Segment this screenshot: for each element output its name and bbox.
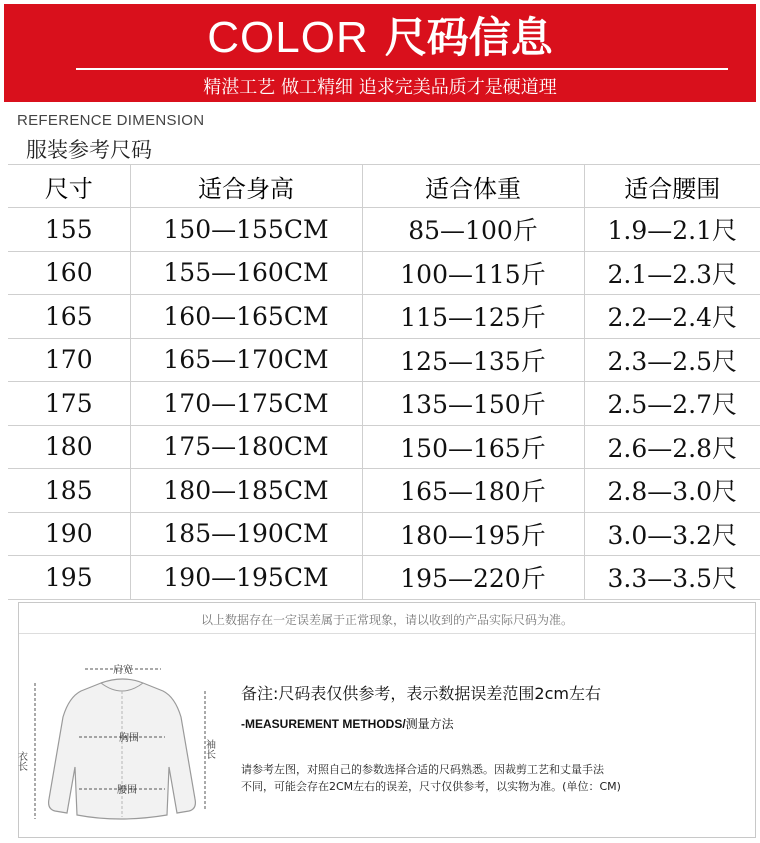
cell-weight: 115—125斤 bbox=[362, 295, 584, 339]
header-size: 尺寸 bbox=[8, 165, 130, 208]
table-row bbox=[8, 425, 760, 469]
banner-subtitle: 精湛工艺 做工精细 追求完美品质才是硬道理 bbox=[203, 77, 557, 98]
desc-line: 不同，可能会存在2CM左右的误差，尺寸仅供参考，以实物为准。(单位：CM) bbox=[241, 780, 621, 793]
cell-height: 160—165CM bbox=[130, 295, 362, 339]
measurement-methods-title bbox=[241, 715, 454, 732]
table-row bbox=[8, 208, 760, 252]
cell-height: 165—170CM bbox=[130, 338, 362, 382]
cell-size: 170 bbox=[8, 338, 130, 382]
cell-height: 180—185CM bbox=[130, 469, 362, 513]
banner-title-cn: 尺码信息 bbox=[384, 13, 553, 62]
cell-height: 155—160CM bbox=[130, 251, 362, 295]
header-weight: 适合体重 bbox=[362, 165, 584, 208]
cell-height: 185—190CM bbox=[130, 512, 362, 556]
jacket-measurement-diagram bbox=[15, 639, 229, 835]
table-header-row bbox=[8, 165, 760, 208]
table-row bbox=[8, 556, 760, 600]
note-divider bbox=[19, 633, 755, 634]
cell-size: 190 bbox=[8, 512, 130, 556]
length-label: 衣长 bbox=[15, 751, 27, 771]
table-row bbox=[8, 251, 760, 295]
size-remark: 备注:尺码表仅供参考，表示数据误差范围2cm左右 bbox=[241, 684, 601, 703]
measurement-description bbox=[241, 761, 741, 795]
cell-weight: 100—115斤 bbox=[362, 251, 584, 295]
cell-size: 155 bbox=[8, 208, 130, 252]
cell-waist: 1.9—2.1尺 bbox=[584, 208, 760, 252]
cell-waist: 2.3—2.5尺 bbox=[584, 338, 760, 382]
cell-waist: 3.3—3.5尺 bbox=[584, 556, 760, 600]
cell-size: 160 bbox=[8, 251, 130, 295]
measurement-notes-panel bbox=[15, 602, 756, 838]
cell-waist: 2.1—2.3尺 bbox=[584, 251, 760, 295]
cell-waist: 2.5—2.7尺 bbox=[584, 382, 760, 426]
table-row bbox=[8, 512, 760, 556]
reference-title-en: REFERENCE DIMENSION bbox=[17, 112, 205, 129]
cell-waist: 3.0—3.2尺 bbox=[584, 512, 760, 556]
header-height: 适合身高 bbox=[130, 165, 362, 208]
table-row bbox=[8, 469, 760, 513]
header-banner bbox=[4, 4, 756, 102]
table-row bbox=[8, 295, 760, 339]
cell-weight: 85—100斤 bbox=[362, 208, 584, 252]
sleeve-label: 袖长 bbox=[203, 739, 215, 759]
cell-height: 175—180CM bbox=[130, 425, 362, 469]
cell-size: 195 bbox=[8, 556, 130, 600]
table-row bbox=[8, 382, 760, 426]
error-disclaimer: 以上数据存在一定误差属于正常现象，请以收到的产品实际尺码为准。 bbox=[200, 613, 573, 627]
desc-line: 请参考左图，对照自己的参数选择合适的尺码熟悉。因裁剪工艺和丈量手法 bbox=[241, 763, 604, 776]
cell-size: 185 bbox=[8, 469, 130, 513]
cell-waist: 2.6—2.8尺 bbox=[584, 425, 760, 469]
waist-label: 腰围 bbox=[117, 785, 137, 796]
cell-waist: 2.8—3.0尺 bbox=[584, 469, 760, 513]
method-title-cn: 测量方法 bbox=[405, 717, 454, 731]
banner-title bbox=[4, 10, 756, 67]
cell-weight: 195—220斤 bbox=[362, 556, 584, 600]
header-waist: 适合腰围 bbox=[584, 165, 760, 208]
cell-height: 170—175CM bbox=[130, 382, 362, 426]
cell-size: 180 bbox=[8, 425, 130, 469]
table-row bbox=[8, 338, 760, 382]
cell-size: 165 bbox=[8, 295, 130, 339]
cell-weight: 150—165斤 bbox=[362, 425, 584, 469]
cell-height: 150—155CM bbox=[130, 208, 362, 252]
cell-height: 190—195CM bbox=[130, 556, 362, 600]
banner-title-en: COLOR bbox=[207, 13, 369, 62]
cell-weight: 165—180斤 bbox=[362, 469, 584, 513]
chest-label: 胸围 bbox=[119, 733, 139, 744]
size-table bbox=[8, 164, 760, 600]
cell-weight: 135—150斤 bbox=[362, 382, 584, 426]
cell-size: 175 bbox=[8, 382, 130, 426]
banner-divider bbox=[76, 68, 728, 70]
method-title-en: -MEASUREMENT METHODS/ bbox=[241, 717, 406, 731]
shoulder-label: 肩宽 bbox=[113, 665, 133, 676]
cell-waist: 2.2—2.4尺 bbox=[584, 295, 760, 339]
cell-weight: 180—195斤 bbox=[362, 512, 584, 556]
cell-weight: 125—135斤 bbox=[362, 338, 584, 382]
reference-title-cn: 服装参考尺码 bbox=[26, 138, 152, 162]
